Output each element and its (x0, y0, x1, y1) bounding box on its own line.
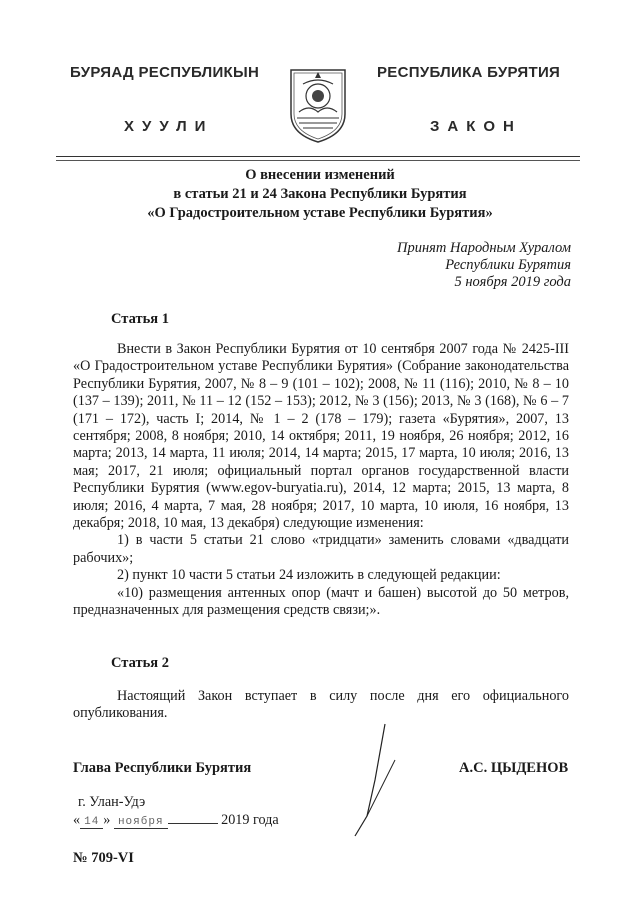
signatory-position: Глава Республики Бурятия (73, 760, 252, 776)
title-line-3: «О Градостроительном уставе Республики Бурятия» (147, 205, 493, 221)
article-2-body (73, 688, 569, 723)
date-day-stamp: 14 (80, 816, 103, 829)
header-khuuli: ХУУЛИ (124, 118, 214, 135)
signatory-name: А.С. ЦЫДЕНОВ (459, 760, 569, 776)
handwritten-signature (345, 720, 405, 840)
article-2-text: Настоящий Закон вступает в силу после дня его официального опубликования. (73, 688, 569, 722)
article-1-item-2: 2) пункт 10 части 5 статьи 24 изложить в следующей редакции: (117, 567, 501, 584)
article-1-body (73, 341, 569, 620)
date-month-stamp: ноября (114, 816, 168, 829)
adoption-line-1: Принят Народным Хуралом (396, 240, 571, 256)
title-line-1: О внесении изменений (245, 167, 395, 183)
law-number: № 709-VI (73, 850, 134, 866)
header-buryat-republic: БУРЯАД РЕСПУБЛИКЫН (70, 64, 260, 81)
article-2-heading: Статья 2 (111, 655, 169, 671)
quote-close: » (103, 812, 111, 828)
adoption-line-3: 5 ноября 2019 года (454, 274, 571, 290)
article-1-heading: Статья 1 (111, 311, 169, 327)
header-republic-buryatia: РЕСПУБЛИКА БУРЯТИЯ (377, 64, 561, 81)
date-blank-line (168, 811, 218, 824)
quote-open: « (73, 812, 81, 828)
signing-date (73, 811, 279, 829)
header-rule-thin (56, 160, 580, 161)
header-zakon: ЗАКОН (430, 118, 522, 135)
article-1-item-2-text: «10) размещения антенных опор (мачт и башен) высотой до 50 метров, предназначенных для размещения средств связи;». (73, 584, 569, 619)
city: г. Улан-Удэ (78, 794, 146, 810)
article-1-intro: Внести в Закон Республики Бурятия от 10 сентября 2007 года № 2425-III «О Градостроительном уставе Республики Бурятия» (Собрание законодательства Республики Бурятия, 2007, № 8 – 9 (101 – 102); 2008, № 11 (116); 2010, № 8 – 10 (137 – 139); 2011, № 11 – 12 (152 – 153); 2012, № 3 (156); 2013, № 3 (168), № 6 – 7 (171 – 172), часть I; 2014, № 1 – 2 (178 – 179); газета «Бурятия», 2007, 13 сентября; 2008, 8 ноября; 2010, 14 октября; 2011, 19 ноября, 26 ноября; 2012, 16 марта; 2013, 14 марта, 11 июля; 2014, 14 марта; 2015, 17 марта, 10 июля; 2016, 13 мая; 2017, 21 июля; официальный портал органов государственной власти Республики Бурятия (www.egov-buryatia.ru), 2014, 12 марта; 2015, 13 марта, 8 июля; 2016, 4 марта, 7 мая, 28 ноября; 2017, 10 марта, 10 июля, 16 ноября, 13 декабря; 2018, 10 мая, 13 декабря) следующие изменения: (73, 341, 569, 532)
adoption-line-2: Республики Бурятия (445, 257, 571, 273)
coat-of-arms-emblem (285, 62, 351, 144)
article-1-item-1: 1) в части 5 статьи 21 слово «тридцати» заменить словами «двадцати рабочих»; (73, 532, 569, 566)
date-year: 2019 года (221, 812, 279, 828)
title-line-2: в статьи 21 и 24 Закона Республики Бурятия (173, 186, 467, 202)
header-rule-thick (56, 156, 580, 157)
